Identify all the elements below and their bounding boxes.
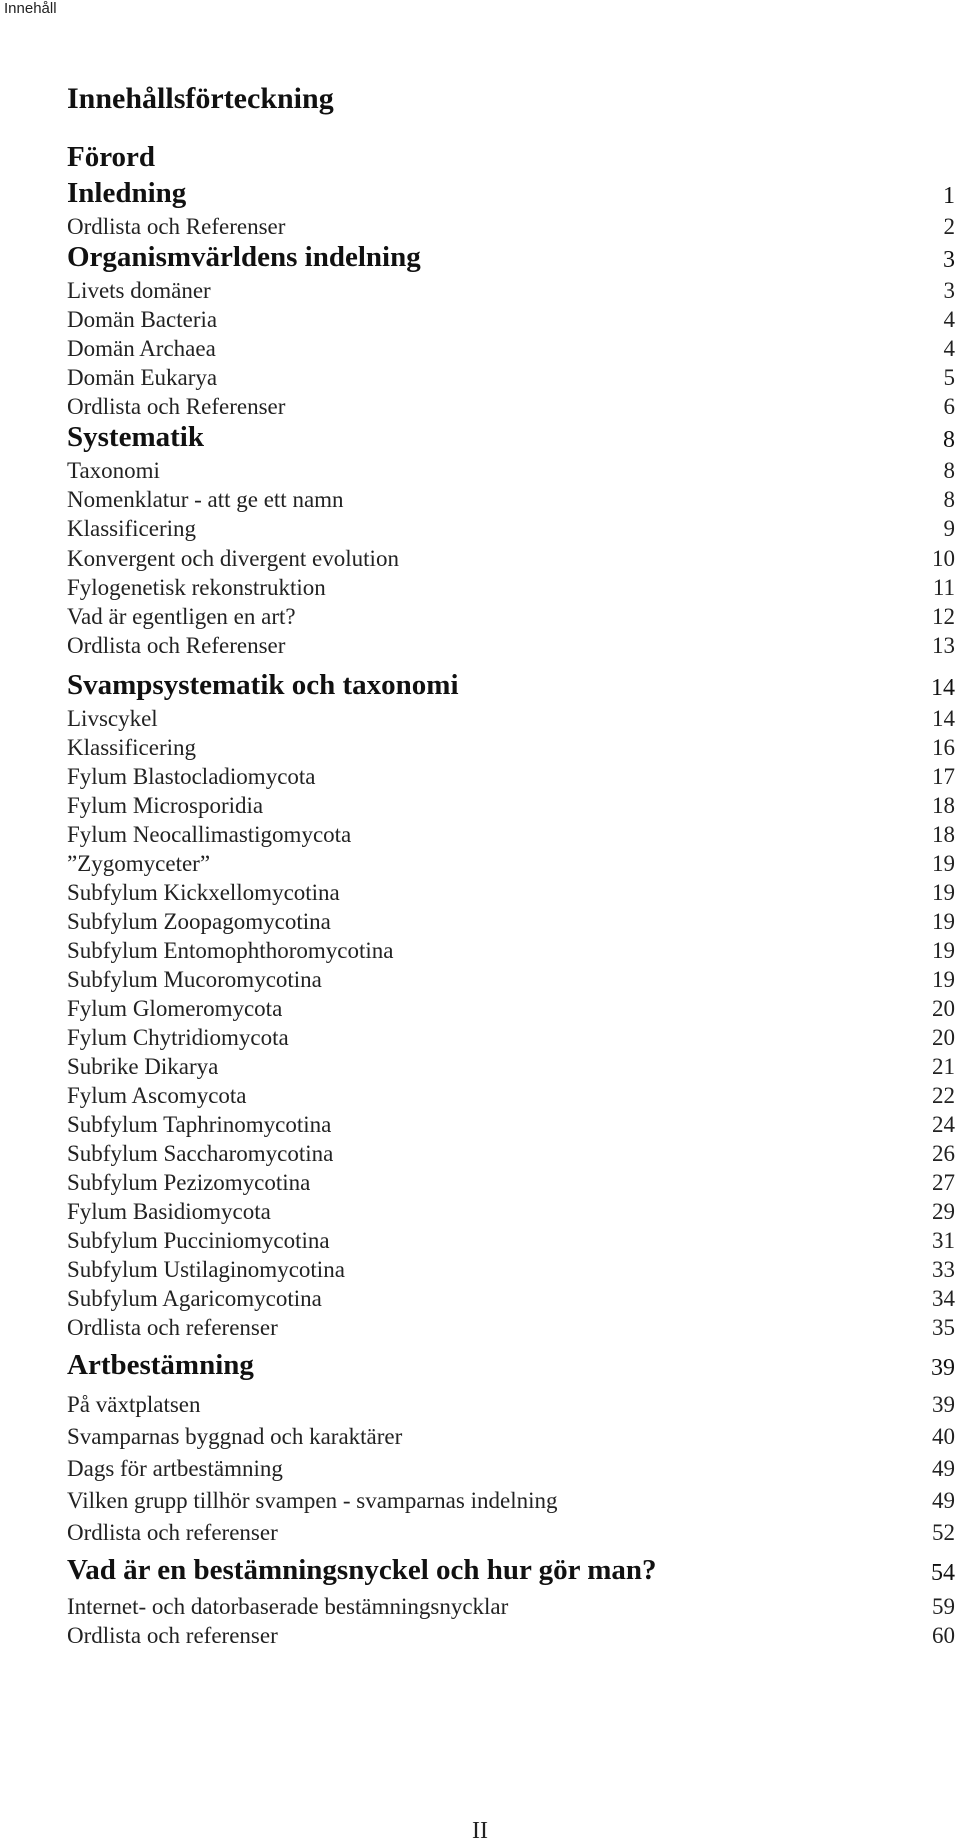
toc-entry-page: 17 (932, 764, 955, 789)
toc-entry (67, 874, 955, 904)
toc-entry (67, 510, 955, 540)
toc-entry-page: 52 (932, 1520, 955, 1545)
toc-entry (67, 1222, 955, 1252)
toc-entry-label: Subfylum Pezizomycotina (67, 1170, 311, 1195)
toc-entry-page: 8 (943, 427, 955, 453)
toc-entry-label: Fylum Chytridiomycota (67, 1025, 289, 1050)
toc-entry-page: 33 (932, 1257, 955, 1282)
toc-entry-page: 19 (932, 938, 955, 963)
toc-entry-page: 2 (943, 214, 955, 239)
toc-entry (67, 208, 955, 238)
toc-entry (67, 1482, 955, 1512)
toc-entry-label: Fylum Microsporidia (67, 793, 264, 818)
toc-entry-page: 21 (932, 1054, 955, 1079)
running-header: Innehåll (4, 0, 57, 17)
toc-entry (67, 1164, 955, 1194)
toc-entry (67, 1019, 955, 1049)
toc-entry (67, 845, 955, 875)
toc-entry-label: Fylum Glomeromycota (67, 996, 283, 1021)
toc-entry-label: Livets domäner (67, 278, 211, 303)
toc-entry-page: 1 (943, 183, 955, 209)
toc-entry (67, 598, 955, 628)
toc-entry (67, 903, 955, 933)
toc-entry-page: 19 (932, 880, 955, 905)
toc-entry-label: Subfylum Zoopagomycotina (67, 909, 331, 934)
page-title: Innehållsförteckning (67, 82, 334, 115)
toc-entry-page: 26 (932, 1141, 955, 1166)
toc-entry-label: Ordlista och referenser (67, 1315, 278, 1340)
toc-entry-label: Ordlista och referenser (67, 1623, 278, 1648)
toc-entry-label: Artbestämning (67, 1349, 254, 1381)
toc-entry-page: 31 (932, 1228, 955, 1253)
toc-entry-page: 18 (932, 822, 955, 847)
toc-entry-page: 19 (932, 967, 955, 992)
toc-entry-label: Subfylum Taphrinomycotina (67, 1112, 332, 1137)
toc-entry-label: Klassificering (67, 516, 197, 541)
toc-entry-page: 59 (932, 1594, 955, 1619)
page-number: II (472, 1818, 488, 1844)
toc-entry-label: På växtplatsen (67, 1392, 201, 1417)
toc-entry-label: Fylum Blastocladiomycota (67, 764, 316, 789)
toc-entry-label: Inledning (67, 177, 187, 209)
toc-entry-page: 34 (932, 1286, 955, 1311)
toc-entry-label: Dags för artbestämning (67, 1456, 283, 1481)
toc-entry-page: 27 (932, 1170, 955, 1195)
toc-entry-label: Förord (67, 141, 156, 173)
toc-entry-label: Subfylum Mucoromycotina (67, 967, 322, 992)
toc-entry-label: Subfylum Agaricomycotina (67, 1286, 322, 1311)
toc-entry-page: 24 (932, 1112, 955, 1137)
toc-entry-page: 40 (932, 1424, 955, 1449)
toc-entry-page: 49 (932, 1488, 955, 1513)
toc-entry-page: 9 (943, 516, 955, 541)
toc-entry-page: 14 (932, 706, 955, 731)
toc-entry-page: 18 (932, 793, 955, 818)
toc-entry-page: 6 (943, 394, 955, 419)
toc-entry-page: 4 (943, 307, 955, 332)
toc-entry-label: Fylogenetisk rekonstruktion (67, 575, 326, 600)
toc-entry-label: Konvergent och divergent evolution (67, 546, 399, 571)
toc-entry-label: Ordlista och Referenser (67, 633, 286, 658)
toc-entry (67, 1193, 955, 1223)
toc-entry-label: Subfylum Saccharomycotina (67, 1141, 334, 1166)
toc-entry-page: 20 (932, 996, 955, 1021)
toc-entry-label: Subfylum Pucciniomycotina (67, 1228, 330, 1253)
toc-entry-label: Ordlista och Referenser (67, 394, 286, 419)
toc-entry (67, 359, 955, 389)
toc-entry (67, 1588, 955, 1618)
toc-entry (67, 729, 955, 759)
toc-entry-label: Subrike Dikarya (67, 1054, 219, 1079)
toc-entry-label: Vad är egentligen en art? (67, 604, 296, 629)
toc-entry-label: Vilken grupp tillhör svampen - svamparnas indelning (67, 1488, 558, 1513)
toc-section-heading (67, 670, 955, 700)
toc-entry-label: Svamparnas byggnad och karaktärer (67, 1424, 403, 1449)
toc-entry-page: 12 (932, 604, 955, 629)
toc-entry-label: Domän Bacteria (67, 307, 218, 332)
toc-entry-page: 22 (932, 1083, 955, 1108)
toc-entry (67, 540, 955, 570)
toc-entry-page: 5 (943, 365, 955, 390)
toc-entry-page: 19 (932, 851, 955, 876)
toc-entry-page: 3 (943, 278, 955, 303)
toc-entry-label: Subfylum Ustilaginomycotina (67, 1257, 345, 1282)
toc-section-heading (67, 242, 955, 272)
toc-entry-page: 29 (932, 1199, 955, 1224)
toc-entry-label: Livscykel (67, 706, 158, 731)
toc-entry (67, 388, 955, 418)
toc-section-heading (67, 1350, 955, 1380)
toc-section-heading (67, 142, 955, 172)
toc-entry-page: 3 (943, 247, 955, 273)
toc-entry (67, 758, 955, 788)
toc-entry (67, 1514, 955, 1544)
toc-entry (67, 452, 955, 482)
toc-entry (67, 787, 955, 817)
toc-entry-page: 49 (932, 1456, 955, 1481)
toc-entry-label: Domän Archaea (67, 336, 216, 361)
toc-entry (67, 990, 955, 1020)
toc-entry-page: 39 (932, 1392, 955, 1417)
toc-entry (67, 569, 955, 599)
toc-entry (67, 932, 955, 962)
toc-entry-page: 35 (932, 1315, 955, 1340)
toc-section-heading (67, 178, 955, 208)
toc-entry-label: Subfylum Kickxellomycotina (67, 880, 340, 905)
toc-entry-label: Taxonomi (67, 458, 160, 483)
toc-entry (67, 1280, 955, 1310)
toc-entry-label: Vad är en bestämningsnyckel och hur gör man? (67, 1554, 657, 1586)
toc-entry (67, 330, 955, 360)
toc-entry-page: 14 (931, 675, 955, 701)
toc-entry-page: 8 (943, 487, 955, 512)
toc-entry-page: 39 (931, 1355, 955, 1381)
toc-entry-page: 11 (932, 575, 955, 600)
toc-entry-page: 8 (943, 458, 955, 483)
toc-entry (67, 627, 955, 657)
toc-entry-page: 60 (932, 1623, 955, 1648)
toc-entry (67, 1450, 955, 1480)
toc-entry (67, 1135, 955, 1165)
toc-entry (67, 1309, 955, 1339)
toc-entry-page: 20 (932, 1025, 955, 1050)
toc-entry-page: 54 (931, 1560, 955, 1586)
toc-entry-label: Domän Eukarya (67, 365, 218, 390)
toc-entry-label: Organismvärldens indelning (67, 241, 421, 273)
toc-entry (67, 481, 955, 511)
toc-entry (67, 816, 955, 846)
toc-entry (67, 961, 955, 991)
toc-entry-page: 4 (943, 336, 955, 361)
toc-entry (67, 1106, 955, 1136)
toc-entry (67, 272, 955, 302)
toc-entry-label: Svampsystematik och taxonomi (67, 669, 459, 701)
toc-entry-label: Klassificering (67, 735, 197, 760)
toc-entry-label: Fylum Neocallimastigomycota (67, 822, 352, 847)
toc-entry-label: Nomenklatur - att ge ett namn (67, 487, 344, 512)
toc-entry (67, 301, 955, 331)
toc-entry-label: Systematik (67, 421, 204, 453)
toc-entry (67, 1617, 955, 1647)
toc-entry-label: ”Zygomyceter” (67, 851, 211, 876)
toc-entry-label: Fylum Ascomycota (67, 1083, 247, 1108)
toc-section-heading (67, 422, 955, 452)
toc-entry (67, 1048, 955, 1078)
toc-entry-page: 10 (932, 546, 955, 571)
toc-entry (67, 1077, 955, 1107)
toc-entry-page: 13 (932, 633, 955, 658)
toc-entry-label: Fylum Basidiomycota (67, 1199, 271, 1224)
toc-entry-page: 16 (932, 735, 955, 760)
toc-entry-page: 19 (932, 909, 955, 934)
toc-entry (67, 700, 955, 730)
toc-entry-label: Internet- och datorbaserade bestämningsnycklar (67, 1594, 509, 1619)
toc-entry (67, 1386, 955, 1416)
toc-entry-label: Ordlista och referenser (67, 1520, 278, 1545)
toc-section-heading (67, 1555, 955, 1585)
toc-entry-label: Subfylum Entomophthoromycotina (67, 938, 394, 963)
toc-entry-label: Ordlista och Referenser (67, 214, 286, 239)
toc-entry (67, 1251, 955, 1281)
toc-entry (67, 1418, 955, 1448)
